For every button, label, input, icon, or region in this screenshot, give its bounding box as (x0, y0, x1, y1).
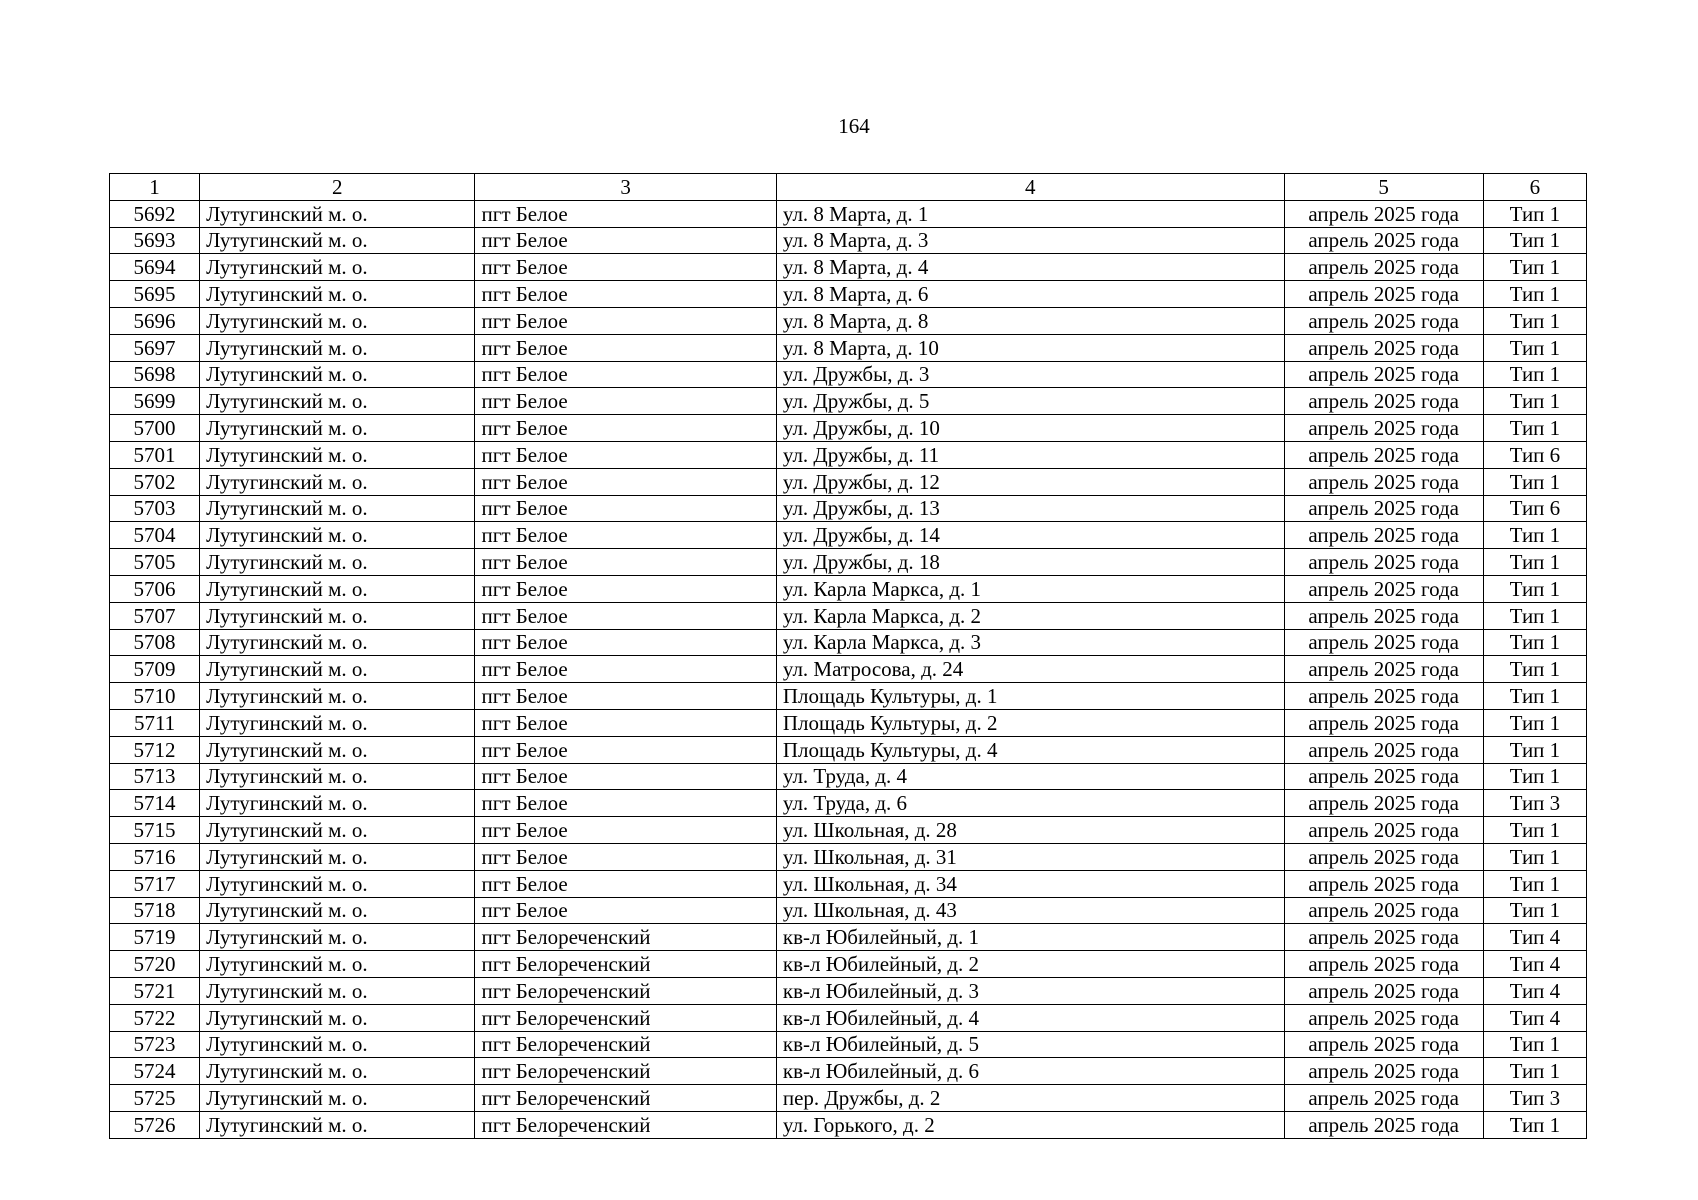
row-number-cell: 5710 (110, 683, 200, 710)
table-row (110, 629, 1587, 656)
table-row (110, 200, 1587, 227)
address-cell: ул. Труда, д. 4 (776, 763, 1284, 790)
address-cell: ул. Горького, д. 2 (776, 1111, 1284, 1138)
settlement-cell: пгт Белое (475, 307, 776, 334)
district-cell: Лутугинский м. о. (200, 1085, 475, 1112)
date-cell: апрель 2025 года (1284, 415, 1483, 442)
address-cell: ул. Карла Маркса, д. 1 (776, 575, 1284, 602)
type-cell: Тип 1 (1483, 415, 1586, 442)
settlement-cell: пгт Белое (475, 870, 776, 897)
type-cell: Тип 1 (1483, 602, 1586, 629)
district-cell: Лутугинский м. о. (200, 522, 475, 549)
table-row (110, 870, 1587, 897)
district-cell: Лутугинский м. о. (200, 495, 475, 522)
row-number-cell: 5703 (110, 495, 200, 522)
address-cell: ул. Карла Маркса, д. 2 (776, 602, 1284, 629)
district-cell: Лутугинский м. о. (200, 870, 475, 897)
row-number-cell: 5699 (110, 388, 200, 415)
district-cell: Лутугинский м. о. (200, 602, 475, 629)
date-cell: апрель 2025 года (1284, 656, 1483, 683)
type-cell: Тип 1 (1483, 763, 1586, 790)
address-cell: ул. Дружбы, д. 12 (776, 468, 1284, 495)
type-cell: Тип 1 (1483, 227, 1586, 254)
district-cell: Лутугинский м. о. (200, 629, 475, 656)
district-cell: Лутугинский м. о. (200, 227, 475, 254)
type-cell: Тип 1 (1483, 843, 1586, 870)
date-cell: апрель 2025 года (1284, 281, 1483, 308)
table-row (110, 522, 1587, 549)
type-cell: Тип 4 (1483, 924, 1586, 951)
date-cell: апрель 2025 года (1284, 897, 1483, 924)
table-row (110, 1004, 1587, 1031)
district-cell: Лутугинский м. о. (200, 307, 475, 334)
row-number-cell: 5695 (110, 281, 200, 308)
settlement-cell: пгт Белое (475, 468, 776, 495)
row-number-cell: 5707 (110, 602, 200, 629)
table-row (110, 281, 1587, 308)
table-row (110, 790, 1587, 817)
row-number-cell: 5712 (110, 736, 200, 763)
row-number-cell: 5721 (110, 977, 200, 1004)
table-row (110, 763, 1587, 790)
settlement-cell: пгт Белое (475, 843, 776, 870)
table-row (110, 575, 1587, 602)
table-row (110, 977, 1587, 1004)
date-cell: апрель 2025 года (1284, 522, 1483, 549)
address-cell: ул. Карла Маркса, д. 3 (776, 629, 1284, 656)
district-cell: Лутугинский м. о. (200, 709, 475, 736)
settlement-cell: пгт Белое (475, 575, 776, 602)
type-cell: Тип 4 (1483, 951, 1586, 978)
row-number-cell: 5713 (110, 763, 200, 790)
type-cell: Тип 3 (1483, 790, 1586, 817)
column-header-3: 3 (475, 174, 776, 201)
date-cell: апрель 2025 года (1284, 575, 1483, 602)
settlement-cell: пгт Белореченский (475, 1031, 776, 1058)
type-cell: Тип 1 (1483, 817, 1586, 844)
type-cell: Тип 1 (1483, 254, 1586, 281)
address-cell: ул. Школьная, д. 28 (776, 817, 1284, 844)
district-cell: Лутугинский м. о. (200, 1031, 475, 1058)
address-cell: кв-л Юбилейный, д. 3 (776, 977, 1284, 1004)
type-cell: Тип 1 (1483, 683, 1586, 710)
settlement-cell: пгт Белое (475, 763, 776, 790)
district-cell: Лутугинский м. о. (200, 200, 475, 227)
date-cell: апрель 2025 года (1284, 1058, 1483, 1085)
district-cell: Лутугинский м. о. (200, 736, 475, 763)
settlement-cell: пгт Белореченский (475, 951, 776, 978)
date-cell: апрель 2025 года (1284, 361, 1483, 388)
table-row (110, 709, 1587, 736)
column-header-4: 4 (776, 174, 1284, 201)
date-cell: апрель 2025 года (1284, 200, 1483, 227)
table-row (110, 602, 1587, 629)
row-number-cell: 5725 (110, 1085, 200, 1112)
settlement-cell: пгт Белое (475, 441, 776, 468)
row-number-cell: 5706 (110, 575, 200, 602)
page-number: 164 (838, 114, 870, 138)
table-row (110, 1058, 1587, 1085)
district-cell: Лутугинский м. о. (200, 1058, 475, 1085)
address-cell: ул. Дружбы, д. 18 (776, 549, 1284, 576)
settlement-cell: пгт Белое (475, 281, 776, 308)
table-row (110, 1085, 1587, 1112)
row-number-cell: 5720 (110, 951, 200, 978)
table-row (110, 656, 1587, 683)
address-cell: Площадь Культуры, д. 4 (776, 736, 1284, 763)
row-number-cell: 5724 (110, 1058, 200, 1085)
settlement-cell: пгт Белое (475, 254, 776, 281)
district-cell: Лутугинский м. о. (200, 683, 475, 710)
table-row (110, 897, 1587, 924)
date-cell: апрель 2025 года (1284, 629, 1483, 656)
row-number-cell: 5705 (110, 549, 200, 576)
district-cell: Лутугинский м. о. (200, 951, 475, 978)
row-number-cell: 5717 (110, 870, 200, 897)
date-cell: апрель 2025 года (1284, 683, 1483, 710)
date-cell: апрель 2025 года (1284, 951, 1483, 978)
date-cell: апрель 2025 года (1284, 1031, 1483, 1058)
date-cell: апрель 2025 года (1284, 736, 1483, 763)
settlement-cell: пгт Белое (475, 361, 776, 388)
district-cell: Лутугинский м. о. (200, 441, 475, 468)
settlement-cell: пгт Белое (475, 415, 776, 442)
type-cell: Тип 6 (1483, 495, 1586, 522)
settlement-cell: пгт Белореченский (475, 1111, 776, 1138)
table-header (110, 174, 1587, 201)
registry-table (109, 173, 1587, 1139)
type-cell: Тип 1 (1483, 334, 1586, 361)
table-row (110, 334, 1587, 361)
district-cell: Лутугинский м. о. (200, 575, 475, 602)
type-cell: Тип 1 (1483, 575, 1586, 602)
address-cell: ул. 8 Марта, д. 6 (776, 281, 1284, 308)
date-cell: апрель 2025 года (1284, 227, 1483, 254)
date-cell: апрель 2025 года (1284, 1004, 1483, 1031)
district-cell: Лутугинский м. о. (200, 977, 475, 1004)
address-cell: Площадь Культуры, д. 1 (776, 683, 1284, 710)
settlement-cell: пгт Белое (475, 709, 776, 736)
type-cell: Тип 1 (1483, 307, 1586, 334)
district-cell: Лутугинский м. о. (200, 549, 475, 576)
address-cell: кв-л Юбилейный, д. 4 (776, 1004, 1284, 1031)
table-row (110, 388, 1587, 415)
table-row (110, 468, 1587, 495)
date-cell: апрель 2025 года (1284, 468, 1483, 495)
settlement-cell: пгт Белое (475, 817, 776, 844)
date-cell: апрель 2025 года (1284, 977, 1483, 1004)
row-number-cell: 5698 (110, 361, 200, 388)
address-cell: ул. Дружбы, д. 5 (776, 388, 1284, 415)
settlement-cell: пгт Белое (475, 897, 776, 924)
address-cell: ул. Дружбы, д. 14 (776, 522, 1284, 549)
table-row (110, 1031, 1587, 1058)
row-number-cell: 5726 (110, 1111, 200, 1138)
type-cell: Тип 1 (1483, 656, 1586, 683)
type-cell: Тип 1 (1483, 709, 1586, 736)
date-cell: апрель 2025 года (1284, 709, 1483, 736)
row-number-cell: 5709 (110, 656, 200, 683)
table-row (110, 683, 1587, 710)
row-number-cell: 5718 (110, 897, 200, 924)
date-cell: апрель 2025 года (1284, 790, 1483, 817)
type-cell: Тип 1 (1483, 281, 1586, 308)
address-cell: кв-л Юбилейный, д. 5 (776, 1031, 1284, 1058)
district-cell: Лутугинский м. о. (200, 656, 475, 683)
header-row (110, 174, 1587, 201)
table-row (110, 254, 1587, 281)
address-cell: ул. 8 Марта, д. 10 (776, 334, 1284, 361)
date-cell: апрель 2025 года (1284, 843, 1483, 870)
row-number-cell: 5723 (110, 1031, 200, 1058)
row-number-cell: 5702 (110, 468, 200, 495)
date-cell: апрель 2025 года (1284, 602, 1483, 629)
address-cell: пер. Дружбы, д. 2 (776, 1085, 1284, 1112)
address-cell: ул. 8 Марта, д. 4 (776, 254, 1284, 281)
address-cell: ул. Школьная, д. 34 (776, 870, 1284, 897)
date-cell: апрель 2025 года (1284, 334, 1483, 361)
settlement-cell: пгт Белореченский (475, 924, 776, 951)
district-cell: Лутугинский м. о. (200, 1111, 475, 1138)
date-cell: апрель 2025 года (1284, 549, 1483, 576)
table-row (110, 843, 1587, 870)
type-cell: Тип 1 (1483, 897, 1586, 924)
address-cell: ул. Дружбы, д. 10 (776, 415, 1284, 442)
address-cell: ул. Матросова, д. 24 (776, 656, 1284, 683)
column-header-2: 2 (200, 174, 475, 201)
address-cell: ул. Труда, д. 6 (776, 790, 1284, 817)
address-cell: ул. Дружбы, д. 3 (776, 361, 1284, 388)
table-row (110, 227, 1587, 254)
table-row (110, 1111, 1587, 1138)
row-number-cell: 5696 (110, 307, 200, 334)
settlement-cell: пгт Белое (475, 683, 776, 710)
date-cell: апрель 2025 года (1284, 495, 1483, 522)
address-cell: кв-л Юбилейный, д. 2 (776, 951, 1284, 978)
type-cell: Тип 1 (1483, 629, 1586, 656)
settlement-cell: пгт Белое (475, 495, 776, 522)
table-row (110, 441, 1587, 468)
type-cell: Тип 1 (1483, 1031, 1586, 1058)
table-body (110, 200, 1587, 1138)
type-cell: Тип 4 (1483, 977, 1586, 1004)
row-number-cell: 5719 (110, 924, 200, 951)
row-number-cell: 5697 (110, 334, 200, 361)
address-cell: кв-л Юбилейный, д. 1 (776, 924, 1284, 951)
date-cell: апрель 2025 года (1284, 924, 1483, 951)
settlement-cell: пгт Белое (475, 602, 776, 629)
type-cell: Тип 3 (1483, 1085, 1586, 1112)
date-cell: апрель 2025 года (1284, 307, 1483, 334)
date-cell: апрель 2025 года (1284, 441, 1483, 468)
district-cell: Лутугинский м. о. (200, 468, 475, 495)
district-cell: Лутугинский м. о. (200, 1004, 475, 1031)
district-cell: Лутугинский м. о. (200, 924, 475, 951)
table-row (110, 415, 1587, 442)
type-cell: Тип 1 (1483, 549, 1586, 576)
date-cell: апрель 2025 года (1284, 1111, 1483, 1138)
row-number-cell: 5704 (110, 522, 200, 549)
row-number-cell: 5692 (110, 200, 200, 227)
column-header-1: 1 (110, 174, 200, 201)
settlement-cell: пгт Белореченский (475, 977, 776, 1004)
district-cell: Лутугинский м. о. (200, 897, 475, 924)
table-row (110, 924, 1587, 951)
type-cell: Тип 1 (1483, 388, 1586, 415)
table-row (110, 307, 1587, 334)
type-cell: Тип 6 (1483, 441, 1586, 468)
type-cell: Тип 1 (1483, 1111, 1586, 1138)
district-cell: Лутугинский м. о. (200, 388, 475, 415)
district-cell: Лутугинский м. о. (200, 843, 475, 870)
table-row (110, 951, 1587, 978)
row-number-cell: 5714 (110, 790, 200, 817)
settlement-cell: пгт Белое (475, 629, 776, 656)
district-cell: Лутугинский м. о. (200, 415, 475, 442)
date-cell: апрель 2025 года (1284, 1085, 1483, 1112)
settlement-cell: пгт Белое (475, 790, 776, 817)
date-cell: апрель 2025 года (1284, 254, 1483, 281)
settlement-cell: пгт Белое (475, 522, 776, 549)
settlement-cell: пгт Белореченский (475, 1085, 776, 1112)
row-number-cell: 5711 (110, 709, 200, 736)
settlement-cell: пгт Белое (475, 656, 776, 683)
settlement-cell: пгт Белореченский (475, 1004, 776, 1031)
type-cell: Тип 1 (1483, 736, 1586, 763)
row-number-cell: 5701 (110, 441, 200, 468)
district-cell: Лутугинский м. о. (200, 817, 475, 844)
table-row (110, 549, 1587, 576)
address-cell: ул. 8 Марта, д. 3 (776, 227, 1284, 254)
row-number-cell: 5715 (110, 817, 200, 844)
table-row (110, 817, 1587, 844)
row-number-cell: 5694 (110, 254, 200, 281)
table-row (110, 495, 1587, 522)
column-header-6: 6 (1483, 174, 1586, 201)
address-cell: ул. 8 Марта, д. 8 (776, 307, 1284, 334)
settlement-cell: пгт Белое (475, 200, 776, 227)
address-cell: ул. Школьная, д. 31 (776, 843, 1284, 870)
row-number-cell: 5708 (110, 629, 200, 656)
type-cell: Тип 1 (1483, 468, 1586, 495)
type-cell: Тип 1 (1483, 522, 1586, 549)
type-cell: Тип 4 (1483, 1004, 1586, 1031)
table-row (110, 736, 1587, 763)
settlement-cell: пгт Белое (475, 549, 776, 576)
district-cell: Лутугинский м. о. (200, 763, 475, 790)
row-number-cell: 5716 (110, 843, 200, 870)
district-cell: Лутугинский м. о. (200, 790, 475, 817)
row-number-cell: 5693 (110, 227, 200, 254)
type-cell: Тип 1 (1483, 870, 1586, 897)
settlement-cell: пгт Белореченский (475, 1058, 776, 1085)
type-cell: Тип 1 (1483, 200, 1586, 227)
date-cell: апрель 2025 года (1284, 817, 1483, 844)
district-cell: Лутугинский м. о. (200, 281, 475, 308)
district-cell: Лутугинский м. о. (200, 361, 475, 388)
type-cell: Тип 1 (1483, 361, 1586, 388)
address-cell: ул. Дружбы, д. 11 (776, 441, 1284, 468)
row-number-cell: 5700 (110, 415, 200, 442)
address-cell: ул. 8 Марта, д. 1 (776, 200, 1284, 227)
date-cell: апрель 2025 года (1284, 388, 1483, 415)
address-cell: кв-л Юбилейный, д. 6 (776, 1058, 1284, 1085)
column-header-5: 5 (1284, 174, 1483, 201)
address-cell: ул. Школьная, д. 43 (776, 897, 1284, 924)
table-row (110, 361, 1587, 388)
settlement-cell: пгт Белое (475, 227, 776, 254)
settlement-cell: пгт Белое (475, 334, 776, 361)
address-cell: ул. Дружбы, д. 13 (776, 495, 1284, 522)
settlement-cell: пгт Белое (475, 736, 776, 763)
date-cell: апрель 2025 года (1284, 763, 1483, 790)
address-cell: Площадь Культуры, д. 2 (776, 709, 1284, 736)
settlement-cell: пгт Белое (475, 388, 776, 415)
district-cell: Лутугинский м. о. (200, 254, 475, 281)
district-cell: Лутугинский м. о. (200, 334, 475, 361)
type-cell: Тип 1 (1483, 1058, 1586, 1085)
date-cell: апрель 2025 года (1284, 870, 1483, 897)
row-number-cell: 5722 (110, 1004, 200, 1031)
